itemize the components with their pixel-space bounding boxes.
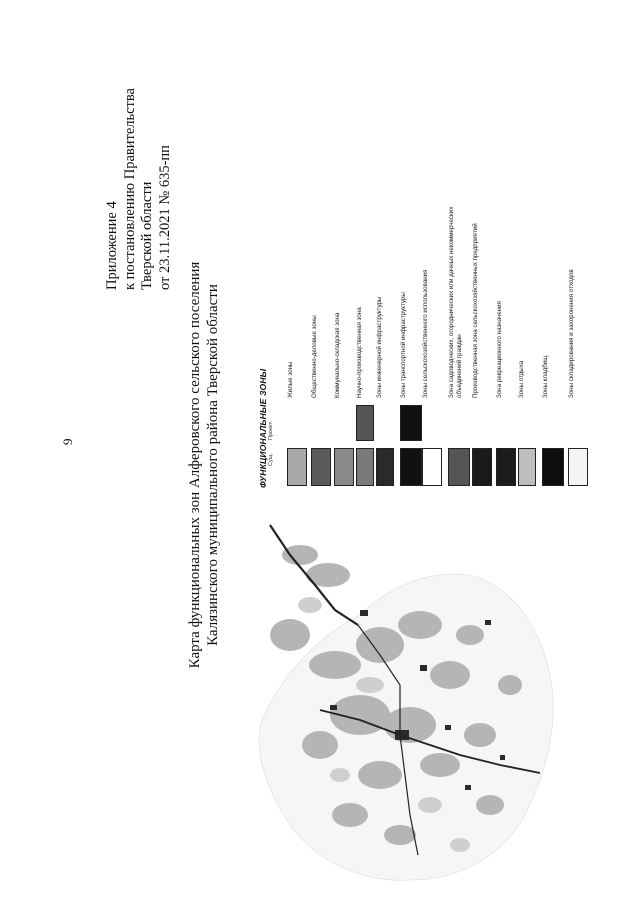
appendix-line-1: Приложение 4 bbox=[104, 201, 120, 290]
legend-swatch-existing bbox=[542, 448, 564, 486]
legend-label: Зоны инженерной инфраструктуры bbox=[376, 296, 383, 398]
legend-swatch-existing bbox=[422, 448, 442, 486]
legend-label: Производственная зона сельскохозяйственных предприятий bbox=[472, 223, 479, 398]
legend-swatch-existing bbox=[496, 448, 516, 486]
appendix-line-4: от 23.11.2021 № 635-пп bbox=[156, 145, 173, 290]
legend-label: Зоны складирования и захоронения отходов bbox=[568, 269, 575, 398]
legend-swatch-existing bbox=[400, 448, 422, 486]
map-terrain bbox=[259, 545, 553, 880]
legend-label: Зоны транспортной инфраструктуры bbox=[400, 292, 407, 398]
legend-col-planned: Проект. bbox=[268, 420, 274, 440]
legend-label: Зоны отдыха bbox=[518, 360, 525, 398]
legend-swatch-existing bbox=[568, 448, 588, 486]
page-number: 9 bbox=[60, 438, 75, 445]
legend-label: Жилые зоны bbox=[287, 361, 294, 398]
legend-swatch-existing bbox=[448, 448, 470, 486]
legend-swatch-existing bbox=[376, 448, 394, 486]
legend-swatch-existing bbox=[472, 448, 492, 486]
legend-title: ФУНКЦИОНАЛЬНЫЕ ЗОНЫ bbox=[258, 368, 268, 488]
functional-zones-map bbox=[240, 515, 580, 895]
legend-swatch-existing bbox=[287, 448, 307, 486]
legend-swatch-existing bbox=[356, 448, 374, 486]
appendix-line-3: Тверской области bbox=[139, 181, 155, 290]
appendix-line-2: к постановлению Правительства bbox=[121, 88, 138, 290]
legend-swatch-existing bbox=[311, 448, 331, 486]
legend-label: Зона садоводческих, огороднических или дачных некоммерческих объединений граждан bbox=[448, 206, 463, 398]
legend-label: Научно-производственная зона bbox=[356, 307, 363, 398]
legend-label: Коммунально-складская зона bbox=[334, 312, 341, 398]
legend-label: Зоны сельскохозяйственного использования bbox=[422, 269, 429, 398]
map-title-line-1: Карта функциональных зон Алферовского сельского поселения bbox=[187, 261, 203, 669]
legend-label: Зона рекреационного назначения bbox=[496, 301, 503, 398]
map-title bbox=[186, 250, 222, 680]
legend-swatch-existing bbox=[518, 448, 536, 486]
legend-swatch-existing bbox=[334, 448, 354, 486]
legend-swatch-planned bbox=[400, 405, 422, 441]
map-title-line-2: Калязинского муниципального района Тверской области bbox=[205, 284, 221, 646]
appendix-block bbox=[104, 88, 174, 290]
legend-col-existing: Сущ. bbox=[268, 453, 274, 466]
legend-label: Общественно-деловые зоны bbox=[311, 315, 318, 398]
legend-swatch-planned bbox=[356, 405, 374, 441]
legend-label: Зоны кладбищ bbox=[542, 355, 549, 398]
